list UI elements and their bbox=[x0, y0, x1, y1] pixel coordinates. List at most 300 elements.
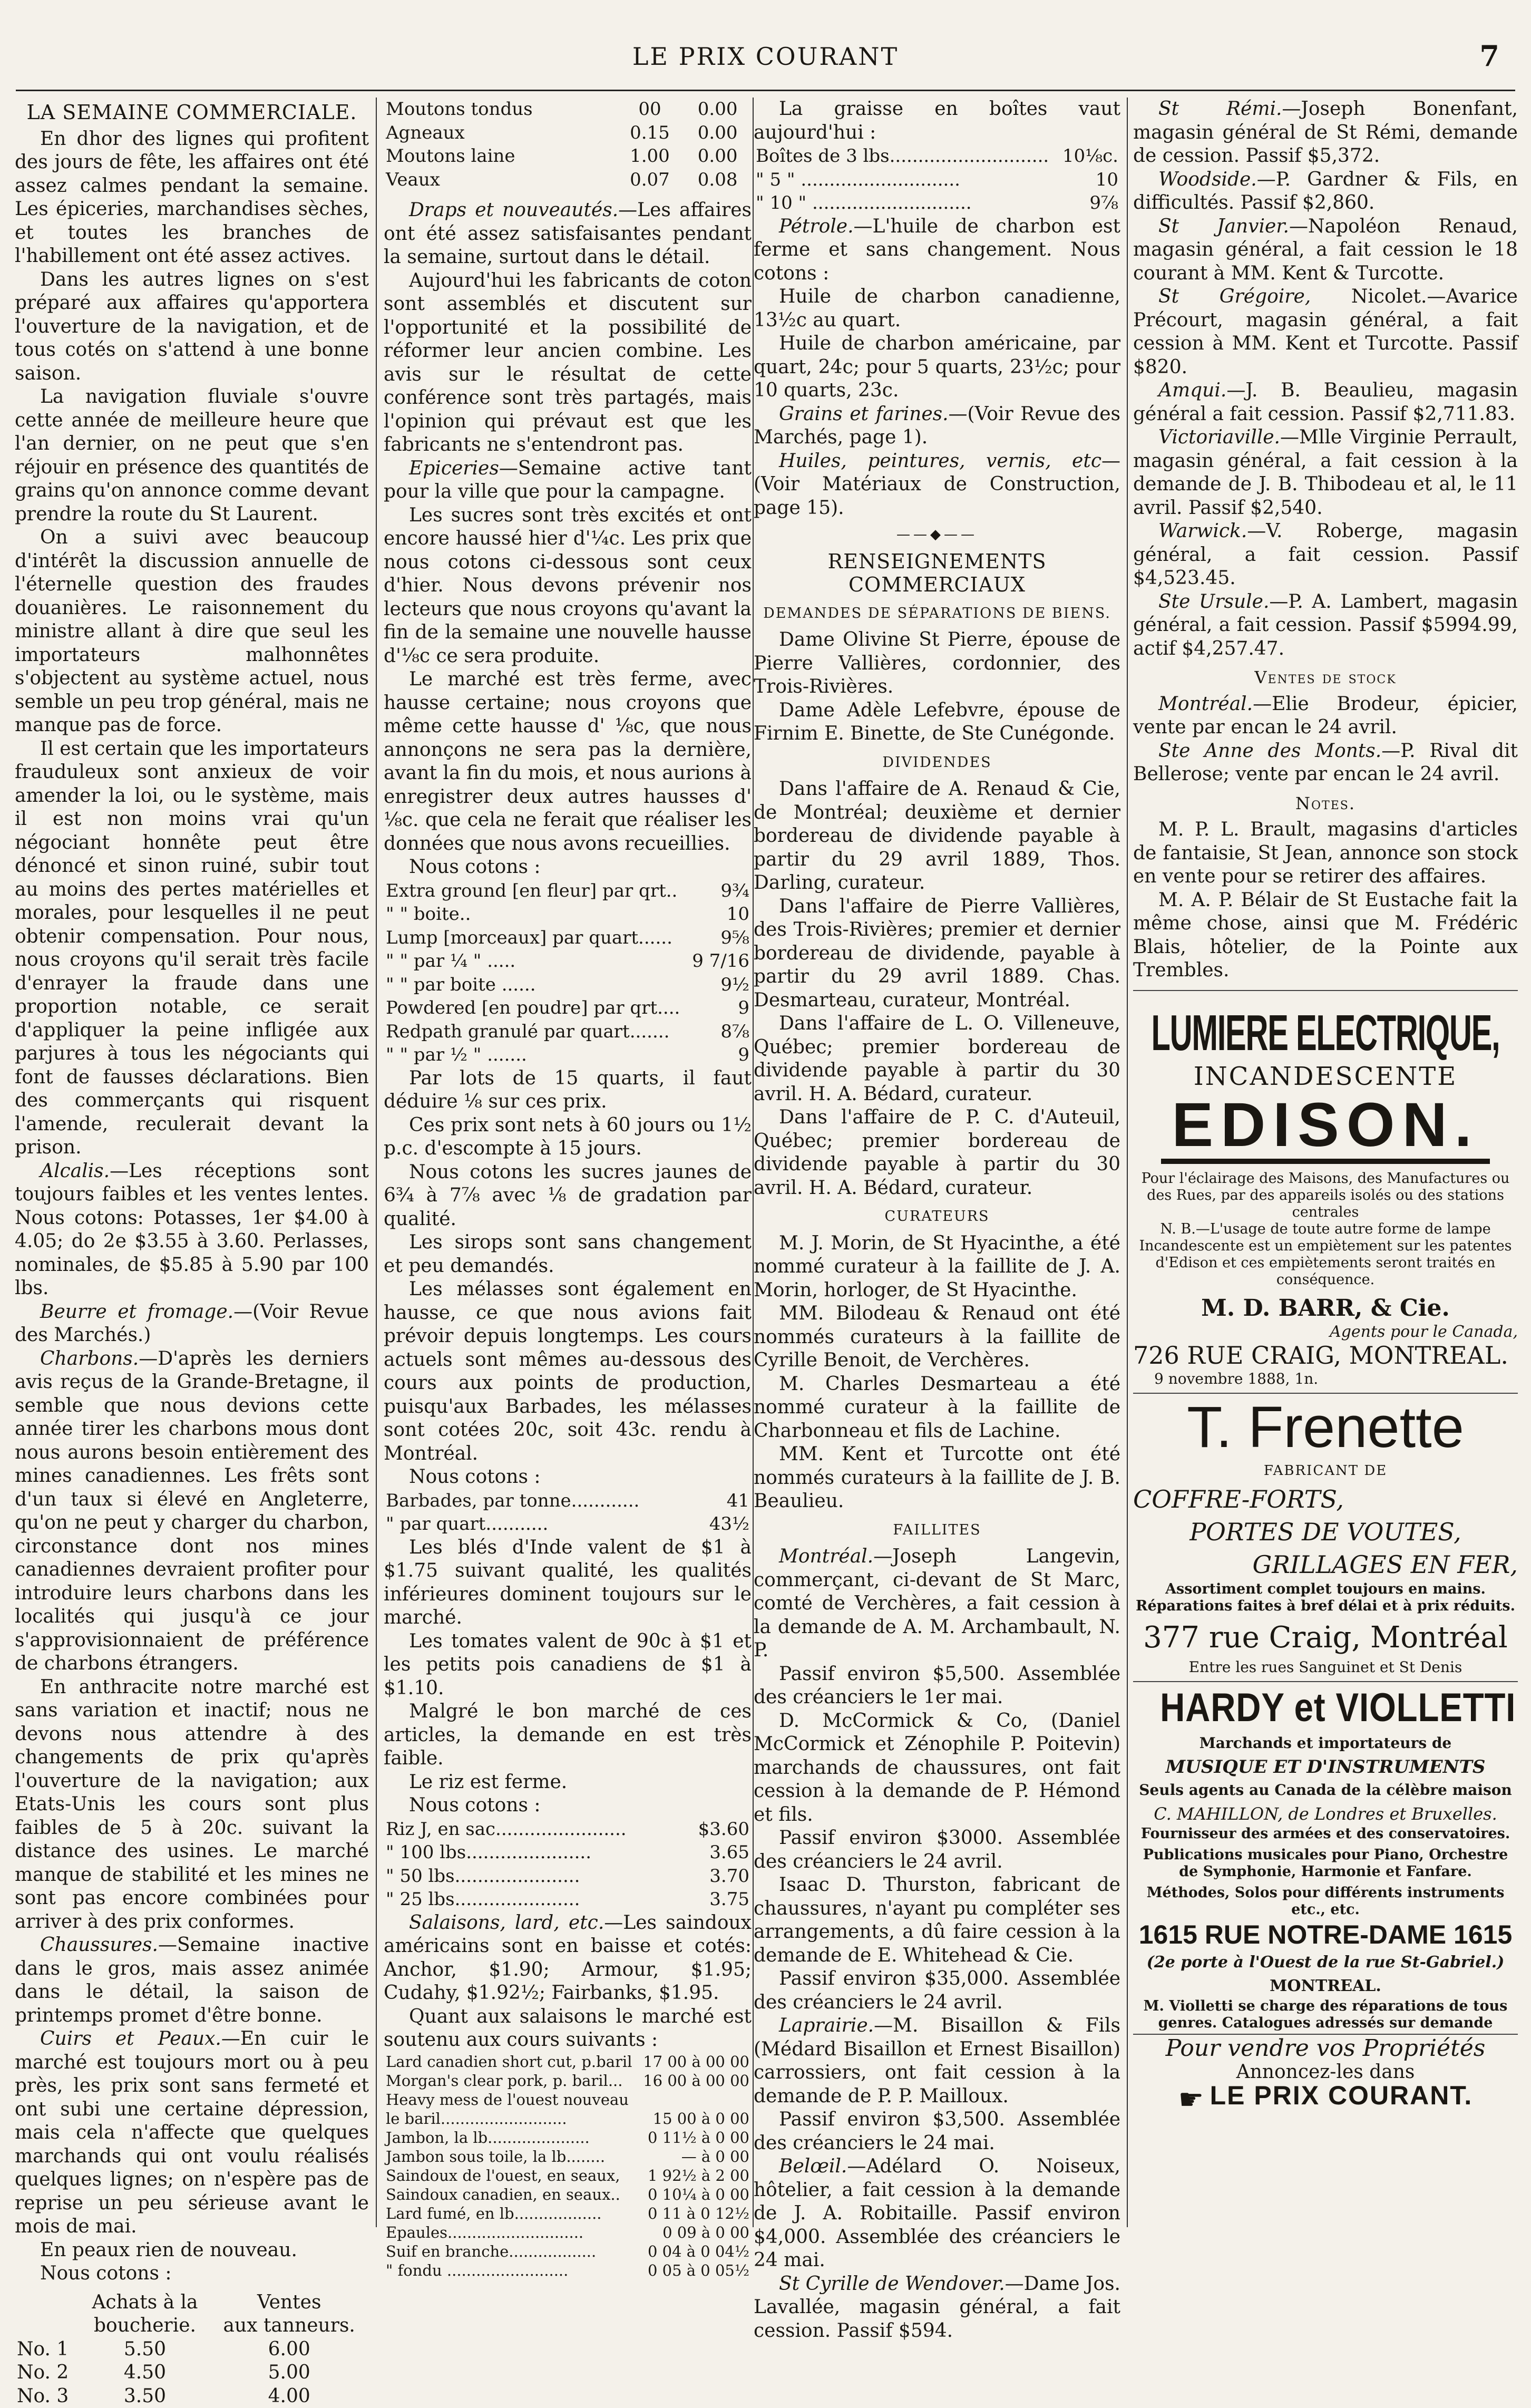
cell: No. 2 bbox=[15, 2361, 81, 2385]
paragraph: Quant aux salaisons le marché est soutenu aux cours suivants : bbox=[384, 2005, 752, 2052]
ad-address: 377 rue Craig, Montréal bbox=[1133, 1620, 1518, 1656]
label: Charbons. bbox=[40, 1348, 139, 1370]
cell: 9 bbox=[689, 996, 752, 1020]
table-row bbox=[384, 949, 752, 973]
ad-company: M. D. BARR, & Cie. bbox=[1133, 1297, 1518, 1320]
cell: 4.00 bbox=[209, 2385, 369, 2408]
cell: 3.75 bbox=[684, 1888, 752, 1911]
cell: $3.60 bbox=[684, 1818, 752, 1841]
cell: Extra ground [en fleur] par qrt.. bbox=[384, 879, 689, 903]
cell: Heavy mess de l'ouest nouveau bbox=[384, 2090, 639, 2109]
table-row bbox=[754, 168, 1120, 192]
ad-date: 9 novembre 1888, 1n. bbox=[1133, 1367, 1518, 1391]
text: —Joseph Langevin, commerçant, ci-devant de St Marc, comté de Verchères, a fait cession à la demande de A. M. Archambault, N. P. bbox=[754, 1546, 1120, 1661]
cell: 0.15 bbox=[616, 121, 684, 145]
table-row bbox=[384, 168, 752, 192]
text: —Dame Jos. Lavallée, magasin général, a fait cession. Passif $594. bbox=[754, 2273, 1120, 2342]
ad-text: Méthodes, Solos pour différents instruments etc., etc. bbox=[1133, 1885, 1518, 1918]
ad-address: 1615 RUE NOTRE-DAME 1615 bbox=[1133, 1918, 1518, 1951]
cell: 43½ bbox=[698, 1512, 752, 1536]
cell: " 50 lbs...................... bbox=[384, 1865, 684, 1888]
cell: 00 bbox=[616, 98, 684, 121]
paragraph: Ces prix sont nets à 60 jours ou 1½ p.c. d'escompte à 15 jours. bbox=[384, 1114, 752, 1161]
paragraph: Les mélasses sont également en hausse, ce que nous avions fait prévoir depuis longtemps. Les cours actuels sont mêmes au-dessous des cours aux points de production, puisqu'aux Barbades, les mélasses sont cotées 20c, soit 43c. rendu à Montréal. bbox=[384, 1278, 752, 1465]
paragraph: Nous cotons : bbox=[15, 2262, 369, 2286]
ad-headline: HARDY et VIOLLETTI bbox=[1160, 1684, 1491, 1732]
label: Chaussures. bbox=[40, 1934, 158, 1956]
faillite-entry bbox=[754, 2108, 1120, 2155]
cell: " 25 lbs...................... bbox=[384, 1888, 684, 1911]
grains-paragraph bbox=[754, 403, 1120, 450]
cell: 0.07 bbox=[616, 168, 684, 192]
paragraph: Dans l'affaire de L. O. Villeneuve, Québec; premier bordereau de dividende payable à partir du 30 avril. H. A. Bédard, curateur. bbox=[754, 1012, 1120, 1106]
cuirs-paragraph bbox=[15, 2027, 369, 2239]
prix-courant-advertisement bbox=[1133, 2037, 1518, 2111]
cell: No. 1 bbox=[15, 2338, 81, 2362]
ad-text: MONTREAL. bbox=[1133, 1975, 1518, 1998]
salaisons-paragraph bbox=[384, 1911, 752, 2005]
table-header: aux tanneurs. bbox=[209, 2314, 369, 2338]
text: —Joseph Bonenfant, magasin général de St Rémi, demande de cession. Passif $5,372. bbox=[1133, 98, 1518, 167]
label: Grains et farines. bbox=[779, 403, 949, 425]
cell: Moutons tondus bbox=[384, 98, 616, 121]
paragraph: Les sucres sont très excités et ont encore haussé hier d'¼c. Les prix que nous cotons ci-dessous sont ceux d'hier. Nous devons prévenir nos lecteurs que nous croyons qu'avant la fin de la semaine une nouvelle hausse d'⅛c ce sera produite. bbox=[384, 504, 752, 668]
table-row bbox=[15, 2361, 369, 2385]
text: —Les saindoux américains sont en baisse et cotés: Anchor, $1.90; Armour, $1.95; Cudahy, $1.92½; Fairbanks, $1.95. bbox=[384, 1912, 752, 2004]
cell: " 5 " ............................ bbox=[754, 168, 1059, 192]
hardy-violletti-advertisement bbox=[1133, 1684, 1518, 2032]
sub-heading: FAILLITES bbox=[754, 1519, 1120, 1542]
text: Passif environ $35,000. Assemblée des créanciers le 24 avril. bbox=[754, 1968, 1120, 2013]
ad-text: Seuls agents au Canada de la célèbre maison bbox=[1133, 1779, 1518, 1802]
sub-heading: CURATEURS bbox=[754, 1205, 1120, 1229]
table-row bbox=[384, 2109, 752, 2128]
cell: No. 3 bbox=[15, 2385, 81, 2408]
place-label: Victoriaville. bbox=[1158, 426, 1280, 448]
table-row bbox=[384, 2071, 752, 2090]
ad-text: (2e porte à l'Ouest de la rue St-Gabriel.) bbox=[1133, 1951, 1518, 1975]
vente-entry bbox=[1133, 740, 1518, 787]
section-heading: LA SEMAINE COMMERCIALE. bbox=[15, 101, 369, 124]
faillite-entry bbox=[754, 1827, 1120, 1873]
ad-text: Pour vendre vos Propriétés bbox=[1133, 2037, 1518, 2061]
cell: 9¾ bbox=[689, 879, 752, 903]
faillite-entry bbox=[1133, 215, 1518, 286]
paragraph: Dans les autres lignes on s'est préparé aux affaires qu'apportera l'ouverture de la navigation, et de tous cotés on s'attend à une bonne saison. bbox=[15, 268, 369, 386]
cell: Saindoux de l'ouest, en seaux, bbox=[384, 2166, 639, 2185]
paragraph: M. J. Morin, de St Hyacinthe, a été nommé curateur à la faillite de J. A. Morin, horloger, de St Hyacinthe. bbox=[754, 1232, 1120, 1303]
sugar-table bbox=[384, 879, 752, 1067]
label: Epiceries bbox=[409, 458, 499, 479]
text: —En cuir le marché est toujours mort ou à peu près, les prix sont sans fermeté et ont subi une certaine dépression, mais cela n'affecte que quelques marchands qui ont voulu réalisés quelques lignes; on n'espère pas de reprise un peu sérieuse avant le mois de mai. bbox=[15, 2028, 369, 2237]
table-row bbox=[384, 1489, 752, 1513]
cell: 16 00 à 00 00 bbox=[639, 2071, 752, 2090]
table-header: Achats à la bbox=[81, 2291, 210, 2315]
table-row bbox=[384, 1020, 752, 1044]
faillite-entry bbox=[1133, 426, 1518, 520]
pointing-hand-icon: ☛ bbox=[1178, 2083, 1204, 2116]
faillite-entry bbox=[754, 2014, 1120, 2108]
barbades-table bbox=[384, 1489, 752, 1536]
text: D. McCormick & Co, (Daniel McCormick et Zénophile P. Poitevin) marchands de chaussures, ont fait cession à la demande de P. Hémond et fils. bbox=[754, 1710, 1120, 1826]
cell: 0 10¼ à 0 00 bbox=[639, 2185, 752, 2204]
table-row bbox=[384, 2128, 752, 2147]
cell: 17 00 à 00 00 bbox=[639, 2052, 752, 2071]
table-row bbox=[384, 2242, 752, 2261]
cell: Lard canadien short cut, p.baril bbox=[384, 2052, 639, 2071]
table-row bbox=[384, 2090, 752, 2109]
cell: Redpath granulé par quart....... bbox=[384, 1020, 689, 1044]
table-row bbox=[384, 902, 752, 926]
faillite-entry bbox=[754, 1967, 1120, 2014]
text: —L'huile de charbon est ferme et sans changement. Nous cotons : bbox=[754, 216, 1120, 284]
cell: 9⅝ bbox=[689, 926, 752, 950]
cell: 15 00 à 0 00 bbox=[639, 2109, 752, 2128]
table-row bbox=[754, 191, 1120, 215]
text: —Napoléon Renaud, magasin général, a fait cession le 18 courant à MM. Kent & Turcotte. bbox=[1133, 216, 1518, 284]
faillite-entry bbox=[1133, 520, 1518, 590]
cell: 4.50 bbox=[81, 2361, 210, 2385]
cell: 5.00 bbox=[209, 2361, 369, 2385]
ad-divider bbox=[1133, 990, 1518, 991]
text: —Elie Brodeur, épicier, vente par encan le 24 avril. bbox=[1133, 693, 1518, 739]
paragraph: Par lots de 15 quarts, il faut déduire ⅛ sur ces prix. bbox=[384, 1067, 752, 1114]
paragraph: Aujourd'hui les fabricants de coton sont assemblés et discutent sur l'opportunité et la possibilité de réformer leur ancien combine. Les avis sur le résultat de cette conférence sont très partagés, mais l'opinion qui prévaut est que les fabricants ne s'entendront pas. bbox=[384, 269, 752, 457]
cell: — à 0 00 bbox=[639, 2147, 752, 2166]
cell: 1 92½ à 2 00 bbox=[639, 2166, 752, 2185]
text: —(Voir Matériaux de Construction, page 15). bbox=[754, 450, 1120, 519]
paragraph: En peaux rien de nouveau. bbox=[15, 2239, 369, 2263]
table-row bbox=[384, 2185, 752, 2204]
cell: 41 bbox=[698, 1489, 752, 1513]
cell: Barbades, par tonne............ bbox=[384, 1489, 698, 1513]
table-row bbox=[384, 2204, 752, 2223]
paragraph: Huile de charbon canadienne, 13½c au quart. bbox=[754, 285, 1120, 332]
ad-headline: LUMIERE ELECTRIQUE, bbox=[1141, 1007, 1510, 1060]
text: —Semaine inactive dans le gros, mais assez animée dans le détail, la saison de printemps promet d'être bonne. bbox=[15, 1934, 369, 2026]
chaussures-paragraph bbox=[15, 1934, 369, 2027]
table-header-row bbox=[15, 2291, 369, 2315]
faillite-entry bbox=[1133, 98, 1518, 168]
faillite-entry bbox=[1133, 168, 1518, 215]
sub-heading: Ventes de stock bbox=[1133, 666, 1518, 690]
cell: 0 11 à 0 12½ bbox=[639, 2204, 752, 2223]
text: Nicolet.—Avarice Précourt, magasin général, a fait cession à MM. Kent et Turcotte. Passif $820. bbox=[1133, 286, 1518, 378]
ad-text: Pour l'éclairage des Maisons, des Manufactures ou des Rues, par des appareils isolés ou des stations centrales bbox=[1133, 1170, 1518, 1221]
paragraph: Nous cotons : bbox=[384, 856, 752, 879]
paragraph: Les sirops sont sans changement et peu demandés. bbox=[384, 1231, 752, 1278]
place-label: St Janvier. bbox=[1158, 216, 1289, 237]
text: Isaac D. Thurston, fabricant de chaussures, n'ayant pu compléter ses arrangements, a dû faire cession à la demande de E. Whitehead & Cie. bbox=[754, 1874, 1120, 1966]
cell: Epaules............................ bbox=[384, 2223, 639, 2242]
column-1 bbox=[15, 98, 369, 2227]
text: —J. B. Beaulieu, magasin général a fait cession. Passif $2,711.83. bbox=[1133, 380, 1518, 425]
paragraph: Dans l'affaire de Pierre Vallières, des Trois-Rivières; premier et dernier bordereau de dividende, payable à partir du 29 avril 1889. Chas. Desmarteau, curateur, Montréal. bbox=[754, 895, 1120, 1013]
moutons-table bbox=[384, 98, 752, 191]
cell: Jambon sous toile, la lb........ bbox=[384, 2147, 639, 2166]
column-rule bbox=[1127, 98, 1128, 2227]
cell: 0.00 bbox=[684, 98, 752, 121]
table-row bbox=[384, 926, 752, 950]
text: —D'après les derniers avis reçus de la Grande-Bretagne, il semble que nous devions cette année tirer les charbons mous dont nous aurons besoin entièrement des mines canadiennes. Les frêts sont d'un taux si élevé en Angleterre, qu'on ne peut y charger du charbon, circonstance dont nos mines canadiennes devraient profiter pour introduire leurs charbons dans les localités qui jusqu'à ce jour s'approvisionnaient de préférence de charbons étrangers. bbox=[15, 1348, 369, 1675]
table-row bbox=[384, 98, 752, 121]
table-row bbox=[384, 973, 752, 997]
ad-text: Agents pour le Canada, bbox=[1133, 1320, 1518, 1344]
cell: " fondu ......................... bbox=[384, 2261, 639, 2280]
place-label: Warwick. bbox=[1158, 520, 1247, 542]
cell: " " par ¼ " ..... bbox=[384, 949, 689, 973]
table-row bbox=[384, 879, 752, 903]
sub-heading: DEMANDES DE SÉPARATIONS DE BIENS. bbox=[754, 602, 1120, 626]
text: —Les réceptions sont toujours faibles et les ventes lentes. Nous cotons: Potasses, 1er $4.00 à 4.05; do 2e $3.55 à 3.60. Perlasses, nominales, de $5.85 à 5.90 par 100 lbs. bbox=[15, 1160, 369, 1299]
paragraph: Les blés d'Inde valent de $1 à $1.75 suivant qualité, les qualités inférieures dominent toujours sur le marché. bbox=[384, 1536, 752, 1630]
ad-headline: T. Frenette bbox=[1133, 1396, 1518, 1459]
ad-text: Annoncez-les dans bbox=[1133, 2061, 1518, 2084]
cell: Lump [morceaux] par quart...... bbox=[384, 926, 689, 950]
lard-table bbox=[384, 2052, 752, 2280]
draps-paragraph bbox=[384, 199, 752, 269]
faillite-entry bbox=[1133, 379, 1518, 426]
newspaper-title: LE PRIX COURANT bbox=[0, 42, 1531, 71]
text: Passif environ $3000. Assemblée des créanciers le 24 avril. bbox=[754, 1827, 1120, 1872]
place-label: Woodside. bbox=[1158, 169, 1257, 190]
text: Passif environ $3,500. Assemblée des créanciers le 24 mai. bbox=[754, 2109, 1120, 2154]
text: —P. A. Lambert, magasin général, a fait cession. Passif $5994.99, actif $4,257.47. bbox=[1133, 591, 1518, 659]
cell: Powdered [en poudre] par qrt.... bbox=[384, 996, 689, 1020]
cell: 10 bbox=[689, 902, 752, 926]
vente-entry bbox=[1133, 693, 1518, 740]
text: —Les affaires ont été assez satisfaisantes pendant la semaine, surtout dans le détail. bbox=[384, 199, 752, 268]
page-number: 7 bbox=[1479, 39, 1499, 73]
cell bbox=[639, 2090, 752, 2109]
cell: " par quart........... bbox=[384, 1512, 698, 1536]
text: Passif environ $5,500. Assemblée des créanciers le 1er mai. bbox=[754, 1663, 1120, 1708]
column-rule bbox=[376, 98, 377, 2227]
paragraph: Dans l'affaire de P. C. d'Auteuil, Québec; premier bordereau de dividende payable à partir du 30 avril. H. A. Bédard, curateur. bbox=[754, 1106, 1120, 1200]
place-label: St Cyrille de Wendover. bbox=[779, 2273, 1005, 2295]
cell: Veaux bbox=[384, 168, 616, 192]
cell: le baril.......................... bbox=[384, 2109, 639, 2128]
paragraph: En dhor des lignes qui profitent des jours de fête, les affaires ont été assez calmes pendant la semaine. Les épiceries, marchandises sèches, et toutes les branches de l'habillement ont été assez actives. bbox=[15, 128, 369, 268]
text: —Mlle Virginie Perrault, magasin général, a fait cession à la demande de J. B. Thibodeau et al, le 11 avril. Passif $2,540. bbox=[1133, 426, 1518, 519]
cell: 5.50 bbox=[81, 2338, 210, 2362]
graisse-table bbox=[754, 144, 1120, 215]
alcalis-paragraph bbox=[15, 1160, 369, 1300]
ad-line: PORTES DE VOUTES, bbox=[1133, 1516, 1518, 1548]
ad-divider bbox=[1133, 1681, 1518, 1682]
page-header bbox=[0, 0, 1531, 79]
cell: Jambon, la lb..................... bbox=[384, 2128, 639, 2147]
epiceries-paragraph bbox=[384, 457, 752, 504]
table-row bbox=[384, 1043, 752, 1067]
ad-text: C. MAHILLON, de Londres et Bruxelles. bbox=[1133, 1802, 1518, 1826]
paragraph: Nous cotons les sucres jaunes de 6¾ à 7⅞ avec ⅛ de gradation par qualité. bbox=[384, 1161, 752, 1231]
ad-subtitle: INCANDESCENTE bbox=[1133, 1065, 1518, 1089]
paragraph: En anthracite notre marché est sans variation et inactif; nous ne devons nous attendre à des changements de prix qu'après l'ouverture de la navigation; aux Etats-Unis les cours sont plus faibles de 5 à 20c. suivant la distance des usines. Le marché manque de stabilité et les mines ne sont pas encore combinées pour arriver à des prix conformes. bbox=[15, 1676, 369, 1934]
text: —(Voir Revue des Marchés.) bbox=[15, 1301, 369, 1346]
cell: 0 04 à 0 04½ bbox=[639, 2242, 752, 2261]
cell: Lard fumé, en lb.................. bbox=[384, 2204, 639, 2223]
table-row bbox=[384, 996, 752, 1020]
label: Alcalis. bbox=[40, 1160, 110, 1182]
faillite-entry bbox=[754, 1663, 1120, 1710]
faillite-entry bbox=[754, 2273, 1120, 2343]
huiles-paragraph bbox=[754, 450, 1120, 520]
faillite-entry bbox=[1133, 590, 1518, 661]
table-row bbox=[384, 121, 752, 145]
table-row bbox=[384, 1865, 752, 1888]
ad-line: COFFRE-FORTS, bbox=[1133, 1483, 1518, 1516]
table-row bbox=[384, 2147, 752, 2166]
label: Pétrole. bbox=[779, 216, 854, 237]
label: Cuirs et Peaux. bbox=[40, 2028, 221, 2050]
place-label: Laprairie. bbox=[779, 2015, 874, 2036]
cell: " " par boite ...... bbox=[384, 973, 689, 997]
cell: 8⅞ bbox=[689, 1020, 752, 1044]
faillite-entry bbox=[1133, 285, 1518, 379]
table-row bbox=[384, 2166, 752, 2185]
paragraph: MM. Kent et Turcotte ont été nommés curateurs à la faillite de J. B. Beaulieu. bbox=[754, 1443, 1120, 1513]
place-label: Belœil. bbox=[779, 2155, 847, 2177]
table-row bbox=[384, 1841, 752, 1865]
paragraph: La navigation fluviale s'ouvre cette année de meilleure heure que l'an dernier, on ne peut que s'en réjouir en présence des quantités de grains qu'on annonce comme devant prendre la route du St Laurent. bbox=[15, 385, 369, 526]
cell: 0 05 à 0 05½ bbox=[639, 2261, 752, 2280]
beurre-paragraph bbox=[15, 1300, 369, 1347]
text: —P. Gardner & Fils, en difficultés. Passif $2,860. bbox=[1133, 169, 1518, 214]
paragraph: M. P. L. Brault, magasins d'articles de fantaisie, St Jean, annonce son stock en vente pour se retirer des affaires. bbox=[1133, 818, 1518, 889]
place-label: Montréal. bbox=[1158, 693, 1253, 715]
peaux-table bbox=[15, 2291, 369, 2408]
text: —Adélard O. Noiseux, hôtelier, a fait cession à la demande de J. A. Robitaille. Passif environ $4,000. Assemblée des créanciers le 24 mai. bbox=[754, 2155, 1120, 2271]
table-row bbox=[15, 2338, 369, 2362]
riz-table bbox=[384, 1818, 752, 1911]
place-label: Amqui. bbox=[1158, 380, 1226, 401]
paragraph: Le marché est très ferme, avec hausse certaine; nous croyons que même cette hausse d' ⅛c, que nous annonçons ne sera pas la dernière, avant la fin du mois, et nous aurions à enregistrer deux autres hausses d' ⅛c. que cela ne ferait que réaliser les données que nous avons recueillies. bbox=[384, 668, 752, 856]
paragraph: Nous cotons : bbox=[384, 1794, 752, 1818]
cell: Agneaux bbox=[384, 121, 616, 145]
cell: " " boite.. bbox=[384, 902, 689, 926]
faillite-entry bbox=[754, 1873, 1120, 1967]
table-row bbox=[384, 1512, 752, 1536]
table-header-row bbox=[15, 2314, 369, 2338]
charbons-paragraph bbox=[15, 1347, 369, 1676]
ad-text: Fournisseur des armées et des conservatoires. bbox=[1133, 1826, 1518, 1842]
place-label: Ste Ursule. bbox=[1158, 591, 1269, 613]
section-heading: RENSEIGNEMENTS COMMERCIAUX bbox=[754, 550, 1120, 597]
ornament-divider: ——◆—— bbox=[754, 523, 1120, 547]
table-row bbox=[384, 1888, 752, 1911]
ad-text: N. B.—L'usage de toute autre forme de lampe Incandescente est un empiètement sur les patentes d'Edison et ces empiètements seront traités en conséquence. bbox=[1133, 1221, 1518, 1288]
paragraph: Dame Olivine St Pierre, épouse de Pierre Vallières, cordonnier, des Trois-Rivières. bbox=[754, 628, 1120, 699]
ad-text: Marchands et importateurs de bbox=[1133, 1732, 1518, 1755]
cell: Riz J, en sac....................... bbox=[384, 1818, 684, 1841]
ad-text: FABRICANT DE bbox=[1133, 1459, 1518, 1483]
cell: Suif en branche.................. bbox=[384, 2242, 639, 2261]
sub-heading: DIVIDENDES bbox=[754, 751, 1120, 775]
ad-text: Entre les rues Sanguinet et St Denis bbox=[1133, 1656, 1518, 1679]
header-rule bbox=[16, 90, 1515, 91]
ad-text: Publications musicales pour Piano, Orchestre de Symphonie, Harmonie et Fanfare. bbox=[1133, 1847, 1518, 1880]
cell: Saindoux canadien, en seaux.. bbox=[384, 2185, 639, 2204]
cell: 0 11½ à 0 00 bbox=[639, 2128, 752, 2147]
cell: 9½ bbox=[689, 973, 752, 997]
table-row bbox=[384, 2261, 752, 2280]
paragraph: Malgré le bon marché de ces articles, la demande en est très faible. bbox=[384, 1700, 752, 1771]
faillite-entry bbox=[754, 2155, 1120, 2273]
cell: 3.65 bbox=[684, 1841, 752, 1865]
paragraph: Il est certain que les importateurs frauduleux sont anxieux de voir amender la loi, ou le système, mais il est non moins vrai qu'un négociant honnête peut être dénoncé et sinon ruiné, subir tout au moins des pertes matérielles et morales, pour lesquelles il ne peut obtenir compensation. Pour nous, nous croyons qu'il serait très facile d'enrayer la fraude dans une proportion notable, ce serait d'appliquer la peine infligée aux parjures à tous les négociants qui font de fausses déclarations. Bien des commerçants qui risquent l'amende, reculerait devant la prison. bbox=[15, 737, 369, 1160]
paragraph: Dans l'affaire de A. Renaud & Cie, de Montréal; deuxième et dernier bordereau de dividende payable à partir du 29 avril 1889, Thos. Darling, curateur. bbox=[754, 778, 1120, 895]
cell: Moutons laine bbox=[384, 144, 616, 168]
column-2 bbox=[384, 98, 752, 2227]
text: —V. Roberge, magasin général, a fait cession. Passif $4,523.45. bbox=[1133, 520, 1518, 589]
text: —P. Rival dit Bellerose; vente par encan le 24 avril. bbox=[1133, 740, 1518, 785]
frenette-advertisement bbox=[1133, 1396, 1518, 1679]
place-label: St Grégoire, bbox=[1158, 286, 1311, 307]
table-row bbox=[15, 2385, 369, 2408]
text: —Semaine active tant pour la ville que pour la campagne. bbox=[384, 458, 752, 503]
sub-heading: Notes. bbox=[1133, 792, 1518, 815]
paragraph: On a suivi avec beaucoup d'intérêt la discussion annuelle de l'éternelle question des fraudes douanières. Le raisonnement du ministre allant à dire que seul les importateurs malhonnêtes s'objectent au système actuel, nous semble un peu trop général, mais ne manque pas de force. bbox=[15, 526, 369, 737]
ad-divider bbox=[1133, 1393, 1518, 1394]
label: Beurre et fromage. bbox=[40, 1301, 233, 1323]
cell: 10⅛c. bbox=[1059, 144, 1120, 168]
table-row bbox=[384, 2223, 752, 2242]
ad-headline: LE PRIX COURANT. bbox=[1210, 2081, 1473, 2110]
cell: 6.00 bbox=[209, 2338, 369, 2362]
text: —M. Bisaillon & Fils (Médard Bisaillon et Ernest Bisaillon) carrossiers, ont fait cession à la demande de P. P. Mailloux. bbox=[754, 2015, 1120, 2107]
table-row bbox=[384, 2052, 752, 2071]
cell: 10 bbox=[1059, 168, 1120, 192]
cell: 0.00 bbox=[684, 144, 752, 168]
lard-table-wrap bbox=[384, 2052, 752, 2280]
faillite-entry bbox=[754, 1710, 1120, 1827]
paragraph: M. Charles Desmarteau a été nommé curateur à la faillite de Charbonneau et fils de Lachine. bbox=[754, 1373, 1120, 1443]
cell: 0.00 bbox=[684, 121, 752, 145]
paragraph: MM. Bilodeau & Renaud ont été nommés curateurs à la faillite de Cyrille Benoit, de Verchères. bbox=[754, 1302, 1120, 1373]
text: —(Voir Revue des Marchés, page 1). bbox=[754, 403, 1120, 449]
table-row bbox=[384, 144, 752, 168]
ad-line: GRILLAGES EN FER, bbox=[1133, 1548, 1518, 1581]
ad-line bbox=[1133, 2084, 1518, 2111]
edison-advertisement bbox=[1133, 1007, 1518, 1391]
label: Huiles, peintures, vernis, etc bbox=[779, 450, 1101, 472]
petrole-paragraph bbox=[754, 215, 1120, 286]
cell: 9 bbox=[689, 1043, 752, 1067]
cell: 0 09 à 0 00 bbox=[639, 2223, 752, 2242]
cell: " 100 lbs...................... bbox=[384, 1841, 684, 1865]
faillite-entry bbox=[754, 1545, 1120, 1663]
cell: 9 7/16 bbox=[689, 949, 752, 973]
place-label: Montréal. bbox=[779, 1546, 873, 1567]
cell: 3.50 bbox=[81, 2385, 210, 2408]
edison-logo: EDISON. bbox=[1161, 1091, 1489, 1164]
cell: Boîtes de 3 lbs............................ bbox=[754, 144, 1059, 168]
paragraph: Nous cotons : bbox=[384, 1465, 752, 1489]
table-header: Ventes bbox=[209, 2291, 369, 2315]
paragraph: Huile de charbon américaine, par quart, 24c; pour 5 quarts, 23½c; pour 10 quarts, 23c. bbox=[754, 332, 1120, 403]
paragraph: La graisse en boîtes vaut aujourd'hui : bbox=[754, 98, 1120, 144]
ad-address: 726 RUE CRAIG, MONTREAL. bbox=[1133, 1344, 1518, 1367]
paragraph: M. A. P. Bélair de St Eustache fait la même chose, ainsi que M. Frédéric Blais, hôtelier, de la Pointe aux Trembles. bbox=[1133, 889, 1518, 983]
column-3 bbox=[754, 98, 1120, 2227]
table-header: boucherie. bbox=[81, 2314, 210, 2338]
paragraph: Les tomates valent de 90c à $1 et les petits pois canadiens de $1 à $1.10. bbox=[384, 1630, 752, 1701]
label: Draps et nouveautés. bbox=[409, 199, 618, 221]
table-row bbox=[754, 144, 1120, 168]
cell: 1.00 bbox=[616, 144, 684, 168]
ad-text: M. Violletti se charge des réparations de tous genres. Catalogues adressés sur demande bbox=[1133, 1998, 1518, 2032]
